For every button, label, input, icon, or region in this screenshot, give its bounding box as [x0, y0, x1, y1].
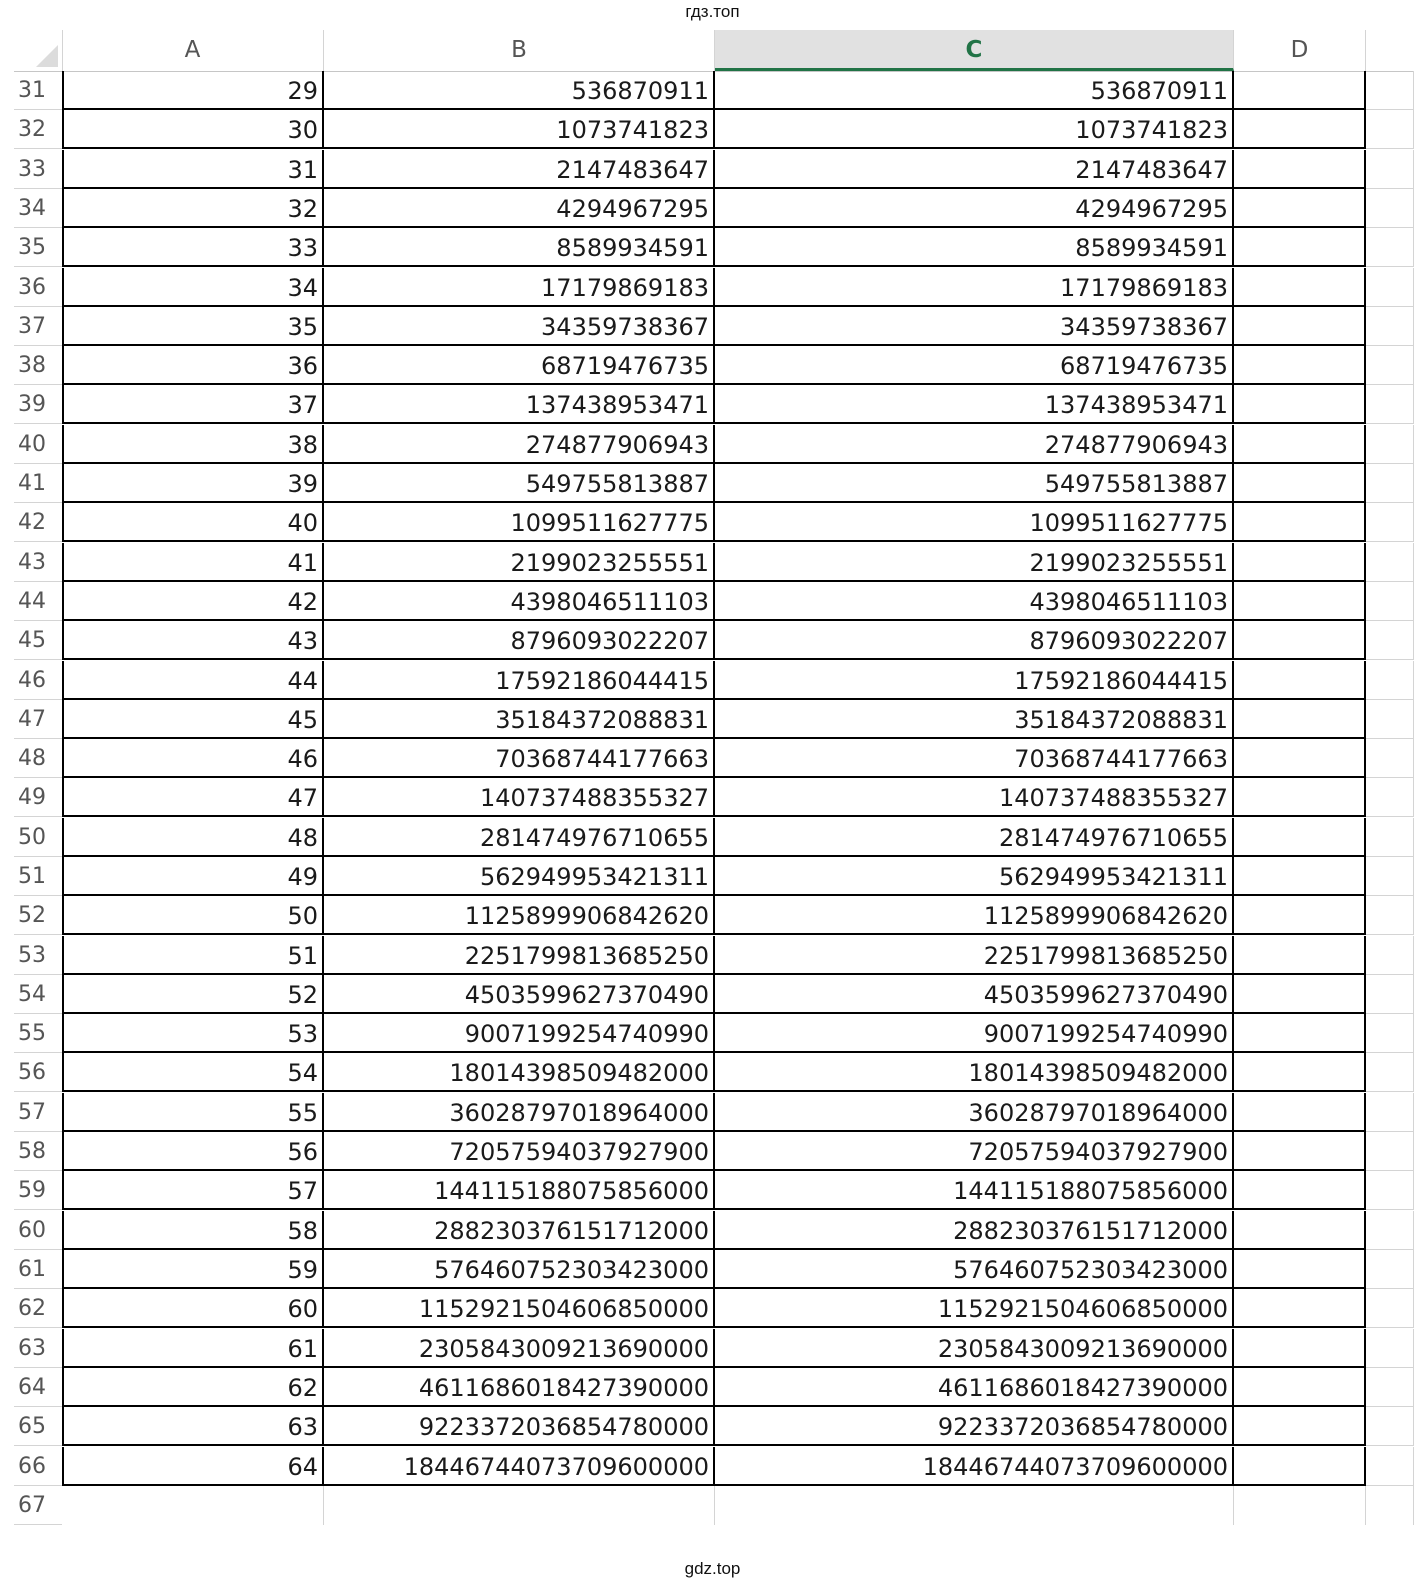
cell-a[interactable]: 34 [62, 268, 324, 307]
spreadsheet-grid[interactable] [14, 30, 1414, 1549]
cell-a[interactable]: 39 [62, 464, 324, 503]
cell-d[interactable] [1234, 1447, 1366, 1486]
cell-e[interactable] [1366, 621, 1414, 660]
cell-d[interactable] [1234, 543, 1366, 582]
cell-e[interactable] [1366, 1368, 1414, 1407]
cell-c[interactable]: 1152921504606850000 [715, 1289, 1234, 1328]
table-row [14, 1407, 1414, 1446]
cell-d[interactable] [1234, 385, 1366, 424]
cell-a[interactable]: 45 [62, 700, 324, 739]
cell-e[interactable] [1366, 661, 1414, 700]
table-row [14, 1014, 1414, 1053]
row-header[interactable]: 53 [14, 936, 62, 975]
cell-b[interactable]: 72057594037927900 [324, 1132, 715, 1171]
row-header[interactable]: 47 [14, 700, 62, 739]
cell-e[interactable] [1366, 1211, 1414, 1250]
table-row [14, 661, 1414, 700]
cell-a[interactable]: 57 [62, 1171, 324, 1210]
row-header[interactable]: 42 [14, 503, 62, 542]
table-row [14, 228, 1414, 267]
cell-b[interactable]: 137438953471 [324, 385, 715, 424]
cell-a[interactable]: 33 [62, 228, 324, 267]
cell-e[interactable] [1366, 425, 1414, 464]
table-row [14, 71, 1414, 110]
cell-b[interactable]: 549755813887 [324, 464, 715, 503]
row-header[interactable]: 35 [14, 228, 62, 267]
cell-d[interactable] [1234, 582, 1366, 621]
table-row [14, 189, 1414, 228]
cell-e[interactable] [1366, 896, 1414, 935]
cell-b[interactable]: 8796093022207 [324, 621, 715, 660]
cell-e[interactable] [1366, 503, 1414, 542]
cell-b[interactable]: 18014398509482000 [324, 1053, 715, 1092]
row-header[interactable]: 38 [14, 346, 62, 385]
cell-c[interactable]: 9007199254740990 [715, 1014, 1234, 1053]
row-header[interactable]: 57 [14, 1093, 62, 1132]
cell-e[interactable] [1366, 1132, 1414, 1171]
table-row [14, 1368, 1414, 1407]
cell-d[interactable] [1234, 739, 1366, 778]
table-row [14, 700, 1414, 739]
cell-a[interactable]: 35 [62, 307, 324, 346]
cell-c[interactable]: 18014398509482000 [715, 1053, 1234, 1092]
cell-a[interactable]: 62 [62, 1368, 324, 1407]
row-header[interactable]: 31 [14, 71, 62, 110]
cell-e[interactable] [1366, 857, 1414, 896]
cell-c[interactable]: 36028797018964000 [715, 1093, 1234, 1132]
cell-b[interactable]: 68719476735 [324, 346, 715, 385]
cell-b[interactable]: 2147483647 [324, 150, 715, 189]
cell-e[interactable] [1366, 543, 1414, 582]
row-header[interactable]: 48 [14, 739, 62, 778]
cell-b[interactable]: 70368744177663 [324, 739, 715, 778]
cell-d[interactable] [1234, 975, 1366, 1014]
cell-d[interactable] [1234, 1211, 1366, 1250]
table-row [14, 1329, 1414, 1368]
cell-c[interactable]: 4503599627370490 [715, 975, 1234, 1014]
table-row [14, 1132, 1414, 1171]
cell-b[interactable]: 288230376151712000 [324, 1211, 715, 1250]
cell-d[interactable] [1234, 1329, 1366, 1368]
cell-e[interactable] [1366, 1093, 1414, 1132]
cell-e[interactable] [1366, 1250, 1414, 1289]
cell-d[interactable] [1234, 110, 1366, 149]
table-row [14, 582, 1414, 621]
cell-b[interactable]: 1152921504606850000 [324, 1289, 715, 1328]
row-header[interactable]: 67 [14, 1486, 62, 1525]
table-row [14, 896, 1414, 935]
cell-b[interactable]: 1073741823 [324, 110, 715, 149]
cell-c[interactable]: 2147483647 [715, 150, 1234, 189]
cell-d[interactable] [1234, 896, 1366, 935]
column-header-d[interactable]: D [1234, 30, 1366, 71]
cell-d[interactable] [1234, 503, 1366, 542]
table-row [14, 1093, 1414, 1132]
cell-e[interactable] [1366, 110, 1414, 149]
cell-b[interactable] [324, 1486, 715, 1525]
cell-b[interactable]: 4611686018427390000 [324, 1368, 715, 1407]
cell-b[interactable]: 2251799813685250 [324, 936, 715, 975]
cell-a[interactable]: 43 [62, 621, 324, 660]
cell-c[interactable]: 8589934591 [715, 228, 1234, 267]
cell-d[interactable] [1234, 1368, 1366, 1407]
table-row [14, 1250, 1414, 1289]
cell-c[interactable]: 2251799813685250 [715, 936, 1234, 975]
cell-c[interactable]: 4611686018427390000 [715, 1368, 1234, 1407]
row-header[interactable]: 44 [14, 582, 62, 621]
row-header[interactable]: 37 [14, 307, 62, 346]
cell-b[interactable]: 36028797018964000 [324, 1093, 715, 1132]
row-header[interactable]: 33 [14, 150, 62, 189]
cell-c[interactable]: 137438953471 [715, 385, 1234, 424]
column-header-a[interactable]: A [62, 30, 324, 71]
cell-d[interactable] [1234, 307, 1366, 346]
cell-d[interactable] [1234, 1486, 1366, 1525]
column-header-b[interactable]: B [324, 30, 715, 71]
table-row [14, 621, 1414, 660]
table-row [14, 778, 1414, 817]
cell-d[interactable] [1234, 71, 1366, 110]
cell-d[interactable] [1234, 346, 1366, 385]
cell-e[interactable] [1366, 385, 1414, 424]
cell-a[interactable]: 63 [62, 1407, 324, 1446]
row-header[interactable]: 63 [14, 1329, 62, 1368]
cell-d[interactable] [1234, 1171, 1366, 1210]
row-header[interactable]: 64 [14, 1368, 62, 1407]
table-row [14, 818, 1414, 857]
cell-c[interactable]: 549755813887 [715, 464, 1234, 503]
cell-d[interactable] [1234, 464, 1366, 503]
cell-a[interactable]: 40 [62, 503, 324, 542]
cell-a[interactable]: 49 [62, 857, 324, 896]
cell-b[interactable]: 2305843009213690000 [324, 1329, 715, 1368]
table-row [14, 1171, 1414, 1210]
cell-e[interactable] [1366, 1014, 1414, 1053]
cell-d[interactable] [1234, 700, 1366, 739]
table-row [14, 739, 1414, 778]
cell-e[interactable] [1366, 739, 1414, 778]
cell-a[interactable]: 54 [62, 1053, 324, 1092]
cell-d[interactable] [1234, 621, 1366, 660]
row-header[interactable]: 55 [14, 1014, 62, 1053]
cell-a[interactable]: 29 [62, 71, 324, 110]
cell-c[interactable] [715, 1486, 1234, 1525]
cell-c[interactable]: 2199023255551 [715, 543, 1234, 582]
table-row [14, 346, 1414, 385]
cell-c[interactable]: 35184372088831 [715, 700, 1234, 739]
cell-c[interactable]: 140737488355327 [715, 778, 1234, 817]
row-header[interactable]: 49 [14, 778, 62, 817]
cell-a[interactable]: 61 [62, 1329, 324, 1368]
cell-a[interactable]: 41 [62, 543, 324, 582]
cell-a[interactable]: 30 [62, 110, 324, 149]
table-row [14, 268, 1414, 307]
column-header-bar [14, 30, 1414, 72]
row-header[interactable]: 54 [14, 975, 62, 1014]
row-header[interactable]: 50 [14, 818, 62, 857]
cell-b[interactable]: 4503599627370490 [324, 975, 715, 1014]
cell-a[interactable]: 52 [62, 975, 324, 1014]
cell-c[interactable]: 1099511627775 [715, 503, 1234, 542]
cell-c[interactable]: 68719476735 [715, 346, 1234, 385]
cell-d[interactable] [1234, 425, 1366, 464]
cell-c[interactable]: 1073741823 [715, 110, 1234, 149]
cell-e[interactable] [1366, 778, 1414, 817]
cell-c[interactable]: 17592186044415 [715, 661, 1234, 700]
cell-b[interactable]: 17592186044415 [324, 661, 715, 700]
cell-e[interactable] [1366, 1053, 1414, 1092]
cell-b[interactable]: 1125899906842620 [324, 896, 715, 935]
row-header[interactable]: 61 [14, 1250, 62, 1289]
cell-b[interactable]: 1099511627775 [324, 503, 715, 542]
cell-b[interactable]: 18446744073709600000 [324, 1447, 715, 1486]
cell-d[interactable] [1234, 936, 1366, 975]
row-header[interactable]: 52 [14, 896, 62, 935]
table-row [14, 150, 1414, 189]
cell-c[interactable]: 1125899906842620 [715, 896, 1234, 935]
cell-d[interactable] [1234, 1132, 1366, 1171]
row-header[interactable]: 62 [14, 1289, 62, 1328]
cell-a[interactable]: 59 [62, 1250, 324, 1289]
cell-e[interactable] [1366, 1289, 1414, 1328]
row-header[interactable]: 39 [14, 385, 62, 424]
cell-b[interactable]: 35184372088831 [324, 700, 715, 739]
table-row [14, 425, 1414, 464]
cell-b[interactable]: 2199023255551 [324, 543, 715, 582]
cell-b[interactable]: 576460752303423000 [324, 1250, 715, 1289]
cell-a[interactable]: 36 [62, 346, 324, 385]
row-header[interactable]: 40 [14, 425, 62, 464]
cell-d[interactable] [1234, 1250, 1366, 1289]
row-header[interactable]: 34 [14, 189, 62, 228]
cell-b[interactable]: 9007199254740990 [324, 1014, 715, 1053]
cell-b[interactable]: 144115188075856000 [324, 1171, 715, 1210]
cell-e[interactable] [1366, 189, 1414, 228]
cell-b[interactable]: 4398046511103 [324, 582, 715, 621]
cell-e[interactable] [1366, 700, 1414, 739]
cell-b[interactable]: 34359738367 [324, 307, 715, 346]
cell-c[interactable]: 70368744177663 [715, 739, 1234, 778]
column-header-c[interactable]: C [715, 30, 1234, 71]
cell-a[interactable]: 56 [62, 1132, 324, 1171]
cell-b[interactable]: 9223372036854780000 [324, 1407, 715, 1446]
cell-c[interactable]: 281474976710655 [715, 818, 1234, 857]
table-row [14, 464, 1414, 503]
table-row [14, 110, 1414, 149]
row-header[interactable]: 43 [14, 543, 62, 582]
cell-b[interactable]: 536870911 [324, 71, 715, 110]
cell-a[interactable]: 50 [62, 896, 324, 935]
table-row [14, 1486, 1414, 1525]
cell-c[interactable]: 2305843009213690000 [715, 1329, 1234, 1368]
cell-a[interactable]: 31 [62, 150, 324, 189]
cell-d[interactable] [1234, 1014, 1366, 1053]
cell-b[interactable]: 17179869183 [324, 268, 715, 307]
cell-b[interactable]: 8589934591 [324, 228, 715, 267]
row-header[interactable]: 65 [14, 1407, 62, 1446]
cell-e[interactable] [1366, 818, 1414, 857]
cell-e[interactable] [1366, 71, 1414, 110]
cell-c[interactable]: 576460752303423000 [715, 1250, 1234, 1289]
cell-a[interactable]: 60 [62, 1289, 324, 1328]
cell-d[interactable] [1234, 1093, 1366, 1132]
cell-d[interactable] [1234, 661, 1366, 700]
cell-d[interactable] [1234, 778, 1366, 817]
cell-d[interactable] [1234, 150, 1366, 189]
cell-e[interactable] [1366, 150, 1414, 189]
cell-e[interactable] [1366, 975, 1414, 1014]
cell-b[interactable]: 281474976710655 [324, 818, 715, 857]
cell-a[interactable]: 38 [62, 425, 324, 464]
cell-d[interactable] [1234, 1289, 1366, 1328]
row-header[interactable]: 45 [14, 621, 62, 660]
cell-d[interactable] [1234, 857, 1366, 896]
cell-c[interactable]: 274877906943 [715, 425, 1234, 464]
cell-c[interactable]: 144115188075856000 [715, 1171, 1234, 1210]
cell-a[interactable]: 55 [62, 1093, 324, 1132]
cell-a[interactable]: 46 [62, 739, 324, 778]
row-header[interactable]: 32 [14, 110, 62, 149]
cell-d[interactable] [1234, 228, 1366, 267]
cell-e[interactable] [1366, 1447, 1414, 1486]
cell-a[interactable]: 42 [62, 582, 324, 621]
table-row [14, 975, 1414, 1014]
row-header[interactable]: 36 [14, 268, 62, 307]
table-row [14, 1211, 1414, 1250]
row-header[interactable]: 46 [14, 661, 62, 700]
cell-a[interactable] [62, 1486, 324, 1525]
row-header[interactable]: 56 [14, 1053, 62, 1092]
cell-d[interactable] [1234, 268, 1366, 307]
table-row [14, 385, 1414, 424]
table-row [14, 857, 1414, 896]
table-row [14, 543, 1414, 582]
cell-c[interactable]: 34359738367 [715, 307, 1234, 346]
cell-e[interactable] [1366, 1171, 1414, 1210]
table-row [14, 936, 1414, 975]
cell-e[interactable] [1366, 936, 1414, 975]
cell-e[interactable] [1366, 307, 1414, 346]
cell-b[interactable]: 4294967295 [324, 189, 715, 228]
cell-a[interactable]: 48 [62, 818, 324, 857]
cell-a[interactable]: 53 [62, 1014, 324, 1053]
column-header-e-partial[interactable] [1366, 30, 1414, 71]
cell-e[interactable] [1366, 1329, 1414, 1368]
cell-a[interactable]: 58 [62, 1211, 324, 1250]
watermark-bottom: gdz.top [684, 1559, 741, 1578]
cell-d[interactable] [1234, 1407, 1366, 1446]
row-header[interactable]: 60 [14, 1211, 62, 1250]
watermark-top: гдз.топ [685, 2, 740, 21]
cell-a[interactable]: 32 [62, 189, 324, 228]
cell-e[interactable] [1366, 268, 1414, 307]
row-header[interactable]: 58 [14, 1132, 62, 1171]
cell-e[interactable] [1366, 1486, 1414, 1525]
table-row [14, 307, 1414, 346]
cell-c[interactable]: 4294967295 [715, 189, 1234, 228]
cell-c[interactable]: 17179869183 [715, 268, 1234, 307]
row-header[interactable]: 66 [14, 1447, 62, 1486]
cell-e[interactable] [1366, 346, 1414, 385]
cell-b[interactable]: 140737488355327 [324, 778, 715, 817]
table-row [14, 1053, 1414, 1092]
row-header[interactable]: 59 [14, 1171, 62, 1210]
cell-c[interactable]: 18446744073709600000 [715, 1447, 1234, 1486]
table-row [14, 1289, 1414, 1328]
row-header[interactable]: 41 [14, 464, 62, 503]
select-all-corner[interactable] [14, 30, 63, 71]
cell-c[interactable]: 536870911 [715, 71, 1234, 110]
cell-b[interactable]: 562949953421311 [324, 857, 715, 896]
cell-a[interactable]: 47 [62, 778, 324, 817]
cell-c[interactable]: 72057594037927900 [715, 1132, 1234, 1171]
cell-a[interactable]: 64 [62, 1447, 324, 1486]
cell-d[interactable] [1234, 189, 1366, 228]
cell-d[interactable] [1234, 818, 1366, 857]
cell-e[interactable] [1366, 228, 1414, 267]
table-row [14, 503, 1414, 542]
cell-c[interactable]: 8796093022207 [715, 621, 1234, 660]
cell-e[interactable] [1366, 582, 1414, 621]
table-row [14, 1447, 1414, 1486]
cell-a[interactable]: 44 [62, 661, 324, 700]
cell-a[interactable]: 37 [62, 385, 324, 424]
cell-e[interactable] [1366, 1407, 1414, 1446]
cell-c[interactable]: 4398046511103 [715, 582, 1234, 621]
row-header[interactable]: 51 [14, 857, 62, 896]
cell-e[interactable] [1366, 464, 1414, 503]
cell-a[interactable]: 51 [62, 936, 324, 975]
cell-c[interactable]: 288230376151712000 [715, 1211, 1234, 1250]
cell-c[interactable]: 9223372036854780000 [715, 1407, 1234, 1446]
cell-b[interactable]: 274877906943 [324, 425, 715, 464]
cell-d[interactable] [1234, 1053, 1366, 1092]
cell-c[interactable]: 562949953421311 [715, 857, 1234, 896]
